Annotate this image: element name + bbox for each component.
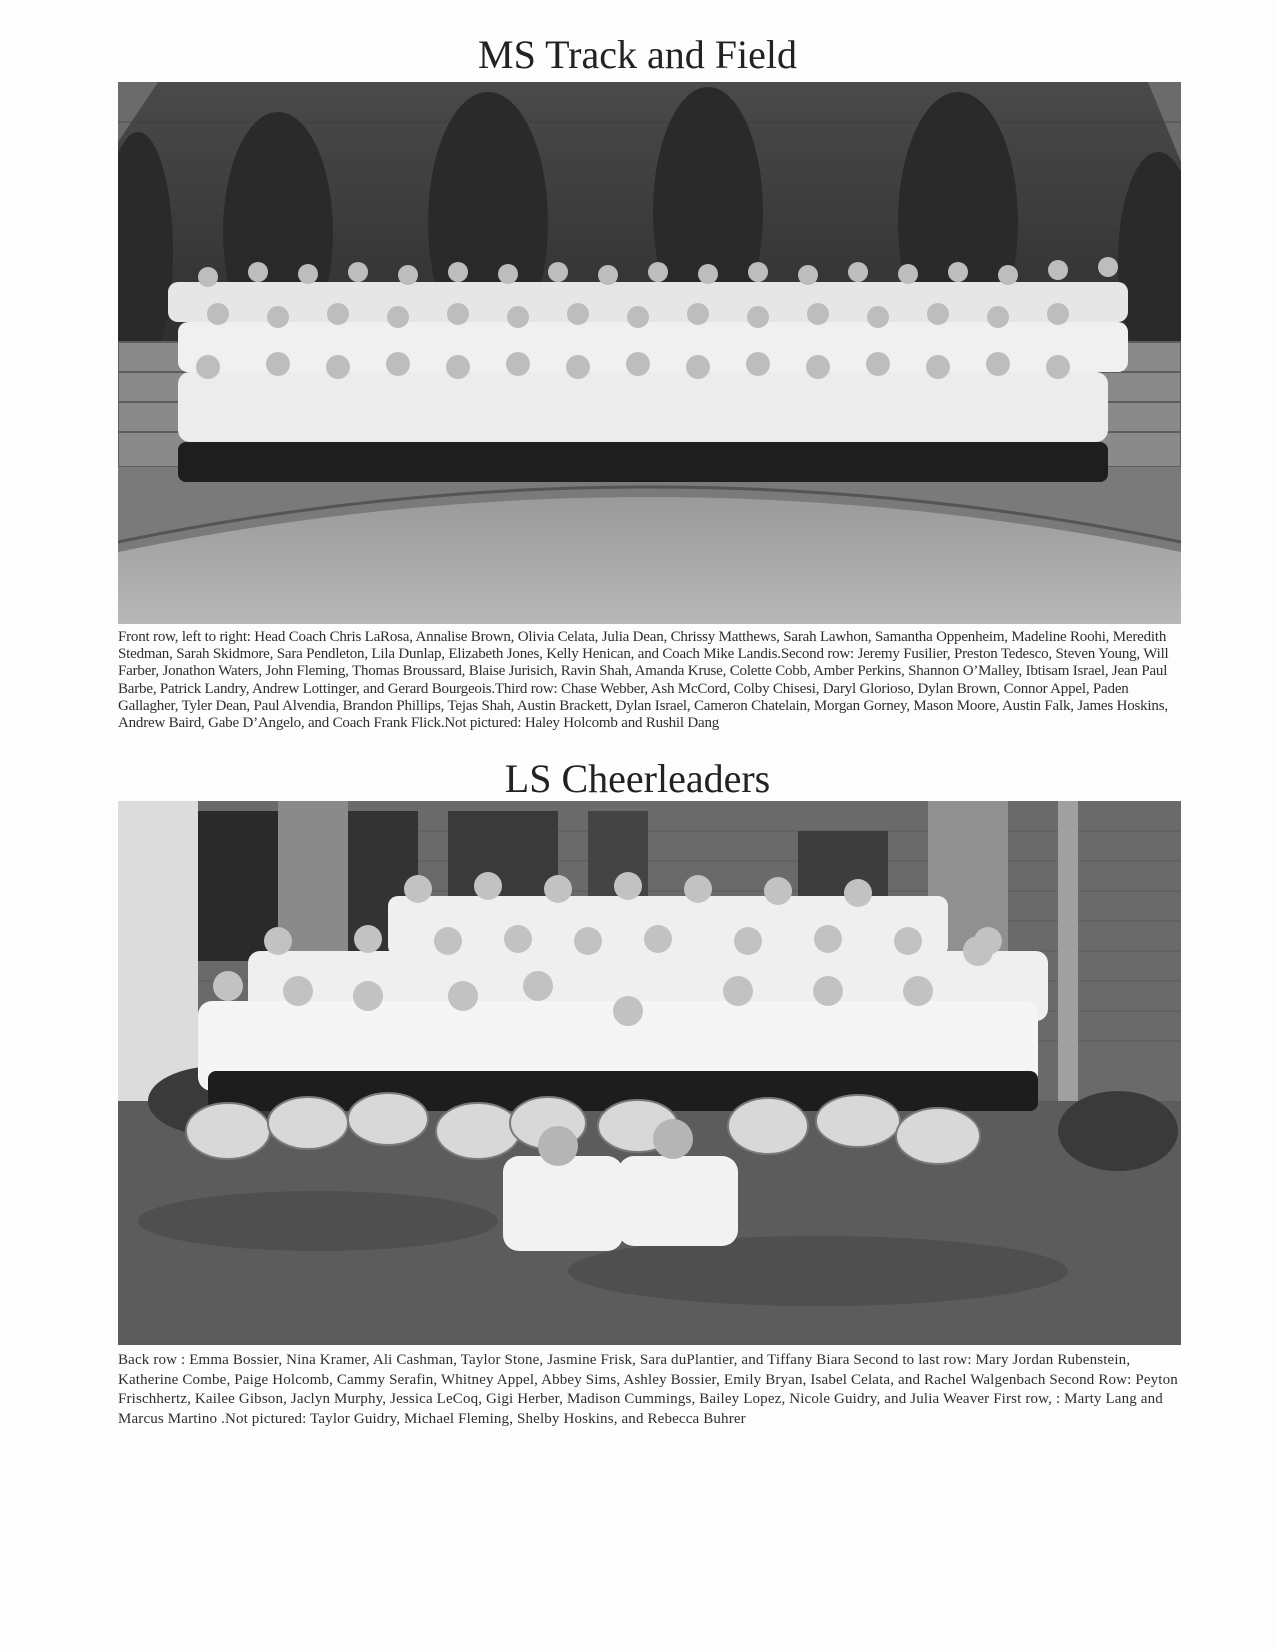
track-photo-illustration bbox=[118, 82, 1181, 624]
cheer-section-title: LS Cheerleaders bbox=[504, 756, 771, 801]
track-team-photo bbox=[118, 82, 1181, 624]
cheer-photo-illustration bbox=[118, 801, 1181, 1345]
track-team-caption: Front row, left to right: Head Coach Chris LaRosa, Annalise Brown, Olivia Celata, Julia Dean, Chrissy Matthews, Sarah Lawhon, Samantha Oppenheim, Madeline Roohi, Meredith Stedman, Sarah Skidmore, Sara Pendleton, Lila Dunlap, Elizabeth Jones, Kelly Henican, and Coach Mike Landis.Second row: Jeremy Fusilier, Preston Tedesco, Steven Young, Will Farber, Jonathon Waters, John Fleming, Thomas Broussard, Blaise Jurisich, Ravin Shah, Amanda Kruse, Colette Cobb, Amber Perkins, Shannon O’Malley, Ibtisam Israel, Jean Paul Barbe, Patrick Landry, Andrew Lottinger, and Gerard Bourgeois.Third row: Chase Webber, Ash McCord, Colby Chisesi, Daryl Glorioso, Dylan Brown, Connor Appel, Paden Gallagher, Tyler Dean, Paul Alvendia, Brandon Phillips, Tejas Shah, Austin Brackett, Dylan Israel, Cameron Chatelain, Morgan Gorney, Mason Moore, Austin Falk, James Hoskins, Andrew Baird, Gabe D’Angelo, and Coach Frank Flick.Not pictured: Haley Holcomb and Rushil Dang bbox=[118, 629, 1169, 732]
track-section-title: MS Track and Field bbox=[478, 32, 797, 77]
cheer-team-caption: Back row : Emma Bossier, Nina Kramer, Ali Cashman, Taylor Stone, Jasmine Frisk, Sara duPlantier, and Tiffany Biara Second to last row: Mary Jordan Rubenstein, Katherine Combe, Paige Holcomb, Cammy Serafin, Whitney Appel, Abbey Sims, Ashley Bossier, Emily Bryan, Isabel Celata, and Rachel Walgenbach Second Row: Peyton Frischhertz, Kailee Gibson, Jaclyn Murphy, Jessica LeCoq, Gigi Herber, Madison Cummings, Bailey Lopez, Nicole Guidry, and Julia Weaver First row, : Marty Lang and Marcus Martino .Not pictured: Taylor Guidry, Michael Fleming, Shelby Hoskins, and Rebecca Buhrer bbox=[118, 1352, 1178, 1427]
cheer-team-photo bbox=[118, 801, 1181, 1345]
